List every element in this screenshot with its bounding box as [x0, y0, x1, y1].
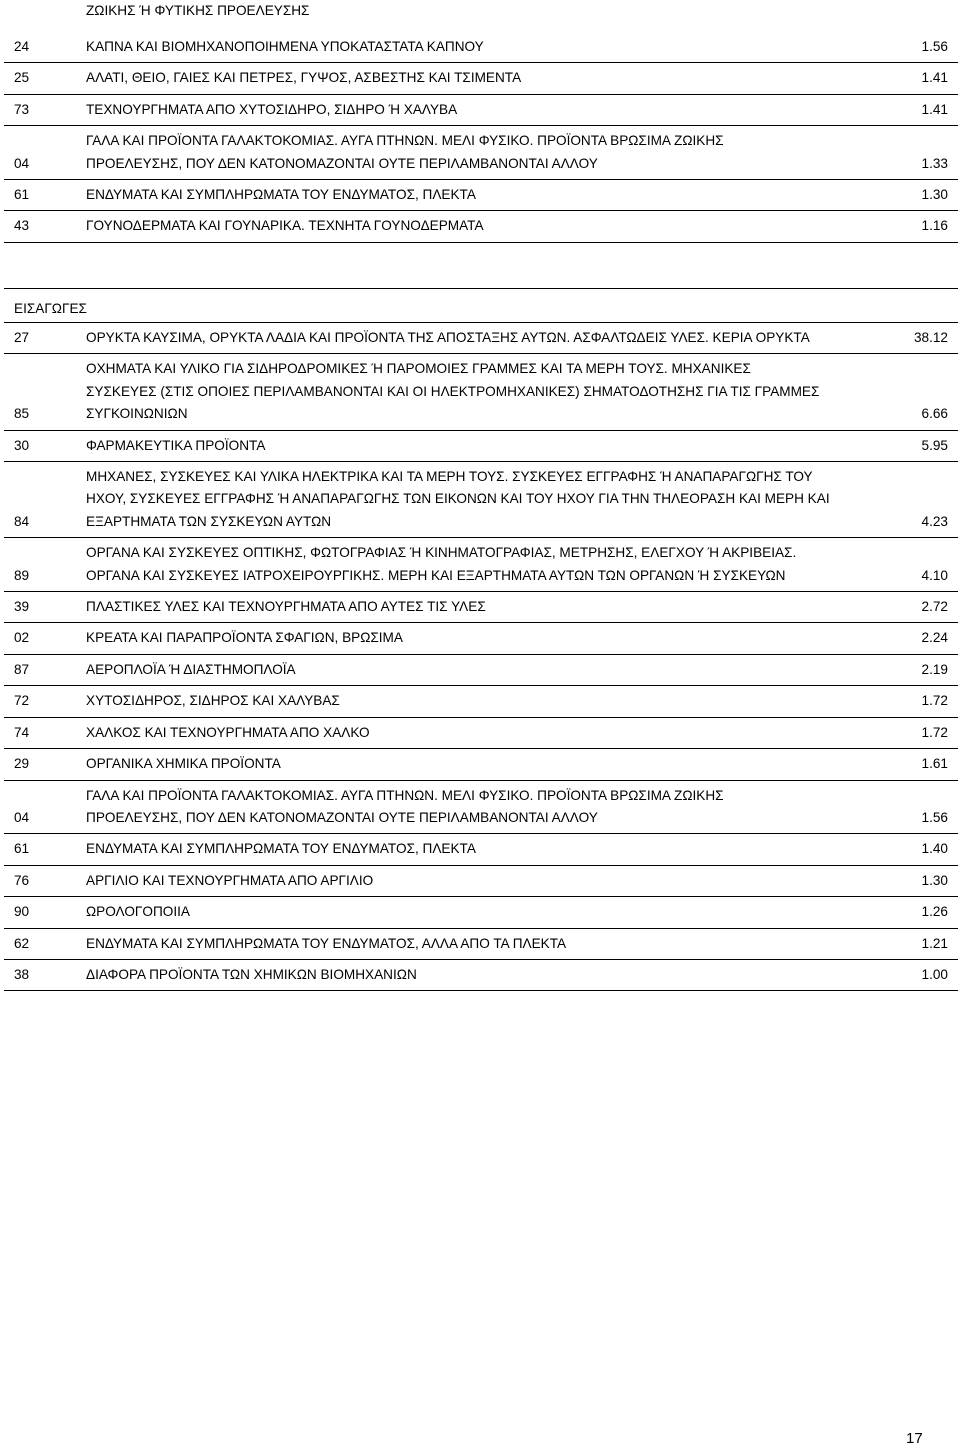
row-description — [76, 865, 830, 896]
row-value: 1.30 — [830, 180, 958, 211]
table-row — [4, 592, 958, 623]
row-description — [76, 462, 830, 538]
table-row — [4, 959, 958, 990]
imports-table-body — [4, 323, 958, 991]
description-line: ΕΞΑΡΤΗΜΑΤΑ ΤΩΝ ΣΥΣΚΕΥΩΝ ΑΥΤΩΝ — [86, 513, 332, 529]
table-row — [4, 126, 958, 180]
row-value: 1.61 — [830, 749, 958, 780]
row-description — [76, 592, 830, 623]
description-line: ΔΙΑΦΟΡΑ ΠΡΟΪΟΝΤΑ ΤΩΝ ΧΗΜΙΚΩΝ ΒΙΟΜΗΧΑΝΙΩΝ — [86, 966, 417, 982]
row-description — [76, 959, 830, 990]
row-value: 2.19 — [830, 654, 958, 685]
row-value: 1.41 — [830, 94, 958, 125]
row-code: 43 — [4, 211, 76, 242]
table-row — [4, 654, 958, 685]
table-row — [4, 32, 958, 63]
row-description — [76, 430, 830, 461]
row-code: 29 — [4, 749, 76, 780]
description-line: ΟΡΓΑΝΑ ΚΑΙ ΣΥΣΚΕΥΕΣ ΙΑΤΡΟΧΕΙΡΟΥΡΓΙΚΗΣ. ΜΕΡΗ ΚΑΙ ΕΞΑΡΤΗΜΑΤΑ ΑΥΤΩΝ ΤΩΝ ΟΡΓΑΝΩΝ Ή ΣΥΣΚΕΥΩΝ — [86, 567, 786, 583]
row-description — [76, 686, 830, 717]
description-line: ΓΑΛΑ ΚΑΙ ΠΡΟΪΟΝΤΑ ΓΑΛΑΚΤΟΚΟΜΙΑΣ. ΑΥΓΑ ΠΤΗΝΩΝ. ΜΕΛΙ ΦΥΣΙΚΟ. ΠΡΟΪΟΝΤΑ ΒΡΩΣΙΜΑ ΖΩΙΚΗΣ — [86, 133, 724, 149]
row-code: 87 — [4, 654, 76, 685]
exports-table — [4, 32, 958, 243]
row-description — [76, 717, 830, 748]
row-code: 27 — [4, 323, 76, 354]
row-code: 85 — [4, 354, 76, 430]
row-value: 1.56 — [830, 780, 958, 834]
row-description — [76, 354, 830, 430]
row-code: 38 — [4, 959, 76, 990]
row-description — [76, 180, 830, 211]
description-line: ΟΡΓΑΝΙΚΑ ΧΗΜΙΚΑ ΠΡΟΪΟΝΤΑ — [86, 756, 281, 772]
description-line: ΑΛΑΤΙ, ΘΕΙΟ, ΓΑΙΕΣ ΚΑΙ ΠΕΤΡΕΣ, ΓΥΨΟΣ, ΑΣΒΕΣΤΗΣ ΚΑΙ ΤΣΙΜΕΝΤΑ — [86, 70, 522, 86]
table-row — [4, 834, 958, 865]
row-value: 1.16 — [830, 211, 958, 242]
description-line: ΗΧΟΥ, ΣΥΣΚΕΥΕΣ ΕΓΓΡΑΦΗΣ Ή ΑΝΑΠΑΡΑΓΩΓΗΣ ΤΩΝ ΕΙΚΟΝΩΝ ΚΑΙ ΤΟΥ ΗΧΟΥ ΓΙΑ ΤΗΝ ΤΗΛΕΟΡΑΣΗ ΚΑΙ ΜΕΡΗ ΚΑΙ — [86, 491, 830, 507]
table-row — [4, 623, 958, 654]
row-description — [76, 654, 830, 685]
description-line: ΣΥΓΚΟΙΝΩΝΙΩΝ — [86, 406, 188, 422]
row-code: 61 — [4, 180, 76, 211]
row-code: 30 — [4, 430, 76, 461]
imports-heading-text: ΕΙΣΑΓΩΓΕΣ — [14, 301, 87, 316]
row-value: 2.24 — [830, 623, 958, 654]
row-code: 74 — [4, 717, 76, 748]
table-row — [4, 323, 958, 354]
table-row — [4, 354, 958, 430]
description-line: ΑΕΡΟΠΛΟΪΑ Ή ΔΙΑΣΤΗΜΟΠΛΟΪΑ — [86, 661, 296, 677]
description-line: ΚΑΠΝΑ ΚΑΙ ΒΙΟΜΗΧΑΝΟΠΟΙΗΜΕΝΑ ΥΠΟΚΑΤΑΣΤΑΤΑ ΚΑΠΝΟΥ — [86, 39, 484, 54]
row-description — [76, 834, 830, 865]
description-line: ΜΗΧΑΝΕΣ, ΣΥΣΚΕΥΕΣ ΚΑΙ ΥΛΙΚΑ ΗΛΕΚΤΡΙΚΑ ΚΑΙ ΤΑ ΜΕΡΗ ΤΟΥΣ. ΣΥΣΚΕΥΕΣ ΕΓΓΡΑΦΗΣ Ή ΑΝΑΠΑΡΑΓΩΓΗΣ ΤΟΥ — [86, 469, 813, 485]
row-code: 25 — [4, 63, 76, 94]
table-row — [4, 865, 958, 896]
table-row — [4, 430, 958, 461]
row-description — [76, 749, 830, 780]
row-description — [76, 897, 830, 928]
table-row — [4, 686, 958, 717]
table-row — [4, 462, 958, 538]
row-description — [76, 211, 830, 242]
description-line: ΟΡΓΑΝΑ ΚΑΙ ΣΥΣΚΕΥΕΣ ΟΠΤΙΚΗΣ, ΦΩΤΟΓΡΑΦΙΑΣ Ή ΚΙΝΗΜΑΤΟΓΡΑΦΙΑΣ, ΜΕΤΡΗΣΗΣ, ΕΛΕΓΧΟΥ Ή ΑΚΡΙΒΕΙΑΣ. — [86, 545, 797, 561]
description-line: ΓΟΥΝΟΔΕΡΜΑΤΑ ΚΑΙ ΓΟΥΝΑΡΙΚΑ. ΤΕΧΝΗΤΑ ΓΟΥΝΟΔΕΡΜΑΤΑ — [86, 218, 484, 234]
row-description — [76, 94, 830, 125]
row-description — [76, 323, 830, 354]
row-description — [76, 928, 830, 959]
table-row — [4, 717, 958, 748]
description-line: ΟΧΗΜΑΤΑ ΚΑΙ ΥΛΙΚΟ ΓΙΑ ΣΙΔΗΡΟΔΡΟΜΙΚΕΣ Ή ΠΑΡΟΜΟΙΕΣ ΓΡΑΜΜΕΣ ΚΑΙ ΤΑ ΜΕΡΗ ΤΟΥΣ. ΜΗΧΑΝΙΚΕΣ — [86, 361, 751, 377]
table-row — [4, 538, 958, 592]
description-line: ΚΡΕΑΤΑ ΚΑΙ ΠΑΡΑΠΡΟΪΟΝΤΑ ΣΦΑΓΙΩΝ, ΒΡΩΣΙΜΑ — [86, 630, 403, 646]
table-row — [4, 63, 958, 94]
row-code: 89 — [4, 538, 76, 592]
description-line: ΧΑΛΚΟΣ ΚΑΙ ΤΕΧΝΟΥΡΓΗΜΑΤΑ ΑΠΟ ΧΑΛΚΟ — [86, 724, 370, 740]
description-line: ΓΑΛΑ ΚΑΙ ΠΡΟΪΟΝΤΑ ΓΑΛΑΚΤΟΚΟΜΙΑΣ. ΑΥΓΑ ΠΤΗΝΩΝ. ΜΕΛΙ ΦΥΣΙΚΟ. ΠΡΟΪΟΝΤΑ ΒΡΩΣΙΜΑ ΖΩΙΚΗΣ — [86, 787, 724, 803]
row-value: 4.10 — [830, 538, 958, 592]
table-row — [4, 94, 958, 125]
description-line: ΕΝΔΥΜΑΤΑ ΚΑΙ ΣΥΜΠΛΗΡΩΜΑΤΑ ΤΟΥ ΕΝΔΥΜΑΤΟΣ, ΠΛΕΚΤΑ — [86, 187, 476, 203]
description-line: ΤΕΧΝΟΥΡΓΗΜΑΤΑ ΑΠΟ ΧΥΤΟΣΙΔΗΡΟ, ΣΙΔΗΡΟ Ή ΧΑΛΥΒΑ — [86, 101, 458, 117]
row-code: 04 — [4, 780, 76, 834]
continuation-text: ΖΩΙΚΗΣ Ή ΦΥΤΙΚΗΣ ΠΡΟΕΛΕΥΣΗΣ — [86, 3, 310, 18]
row-code: 90 — [4, 897, 76, 928]
exports-table-body — [4, 32, 958, 242]
row-code: 61 — [4, 834, 76, 865]
row-value: 38.12 — [830, 323, 958, 354]
row-description — [76, 780, 830, 834]
row-code: 62 — [4, 928, 76, 959]
row-value: 1.40 — [830, 834, 958, 865]
row-description — [76, 126, 830, 180]
row-code: 72 — [4, 686, 76, 717]
description-line: ΠΛΑΣΤΙΚΕΣ ΥΛΕΣ ΚΑΙ ΤΕΧΝΟΥΡΓΗΜΑΤΑ ΑΠΟ ΑΥΤΕΣ ΤΙΣ ΥΛΕΣ — [86, 599, 486, 615]
table-row — [4, 180, 958, 211]
row-value: 1.00 — [830, 959, 958, 990]
table-row — [4, 211, 958, 242]
table-row — [4, 749, 958, 780]
row-value: 1.26 — [830, 897, 958, 928]
row-value: 1.33 — [830, 126, 958, 180]
description-line: ΕΝΔΥΜΑΤΑ ΚΑΙ ΣΥΜΠΛΗΡΩΜΑΤΑ ΤΟΥ ΕΝΔΥΜΑΤΟΣ, ΑΛΛΑ ΑΠΟ ΤΑ ΠΛΕΚΤΑ — [86, 935, 567, 951]
row-description — [76, 538, 830, 592]
table-row — [4, 780, 958, 834]
row-code: 04 — [4, 126, 76, 180]
row-value: 1.41 — [830, 63, 958, 94]
table-row — [4, 897, 958, 928]
row-value: 1.72 — [830, 717, 958, 748]
description-line: ΣΥΣΚΕΥΕΣ (ΣΤΙΣ ΟΠΟΙΕΣ ΠΕΡΙΛΑΜΒΑΝΟΝΤΑΙ ΚΑΙ ΟΙ ΗΛΕΚΤΡΟΜΗΧΑΝΙΚΕΣ) ΣΗΜΑΤΟΔΟΤΗΣΗΣ ΓΙΑ ΤΙΣ ΓΡΑΜΜΕΣ — [86, 383, 820, 399]
row-value: 1.21 — [830, 928, 958, 959]
row-value: 4.23 — [830, 462, 958, 538]
row-code: 76 — [4, 865, 76, 896]
imports-table — [4, 323, 958, 991]
description-line: ΠΡΟΕΛΕΥΣΗΣ, ΠΟΥ ΔΕΝ ΚΑΤΟΝΟΜΑΖΟΝΤΑΙ ΟΥΤΕ ΠΕΡΙΛΑΜΒΑΝΟΝΤΑΙ ΑΛΛΟΥ — [86, 155, 598, 171]
row-value: 1.56 — [830, 32, 958, 63]
row-code: 39 — [4, 592, 76, 623]
description-line: ΑΡΓΙΛΙΟ ΚΑΙ ΤΕΧΝΟΥΡΓΗΜΑΤΑ ΑΠΟ ΑΡΓΙΛΙΟ — [86, 872, 374, 888]
row-code: 02 — [4, 623, 76, 654]
row-value: 5.95 — [830, 430, 958, 461]
description-line: ΟΡΥΚΤΑ ΚΑΥΣΙΜΑ, ΟΡΥΚΤΑ ΛΑΔΙΑ ΚΑΙ ΠΡΟΪΟΝΤΑ ΤΗΣ ΑΠΟΣΤΑΞΗΣ ΑΥΤΩΝ. ΑΣΦΑΛΤΩΔΕΙΣ ΥΛΕΣ. ΚΕΡΙΑ ΟΡΥΚΤΑ — [86, 330, 810, 345]
row-description — [76, 63, 830, 94]
row-value: 1.72 — [830, 686, 958, 717]
row-value: 1.30 — [830, 865, 958, 896]
description-line: ΕΝΔΥΜΑΤΑ ΚΑΙ ΣΥΜΠΛΗΡΩΜΑΤΑ ΤΟΥ ΕΝΔΥΜΑΤΟΣ, ΠΛΕΚΤΑ — [86, 841, 476, 857]
row-code: 73 — [4, 94, 76, 125]
table-row — [4, 928, 958, 959]
row-value: 6.66 — [830, 354, 958, 430]
row-code: 24 — [4, 32, 76, 63]
description-line: ΧΥΤΟΣΙΔΗΡΟΣ, ΣΙΔΗΡΟΣ ΚΑΙ ΧΑΛΥΒΑΣ — [86, 693, 340, 709]
row-description — [76, 623, 830, 654]
page-number: 17 — [906, 1430, 923, 1447]
imports-section-heading — [4, 288, 958, 323]
row-code: 84 — [4, 462, 76, 538]
row-value: 2.72 — [830, 592, 958, 623]
description-line: ΠΡΟΕΛΕΥΣΗΣ, ΠΟΥ ΔΕΝ ΚΑΤΟΝΟΜΑΖΟΝΤΑΙ ΟΥΤΕ ΠΕΡΙΛΑΜΒΑΝΟΝΤΑΙ ΑΛΛΟΥ — [86, 809, 598, 825]
description-line: ΩΡΟΛΟΓΟΠΟΙΙΑ — [86, 904, 190, 920]
row-description — [76, 32, 830, 63]
description-line: ΦΑΡΜΑΚΕΥΤΙΚΑ ΠΡΟΪΟΝΤΑ — [86, 437, 266, 453]
